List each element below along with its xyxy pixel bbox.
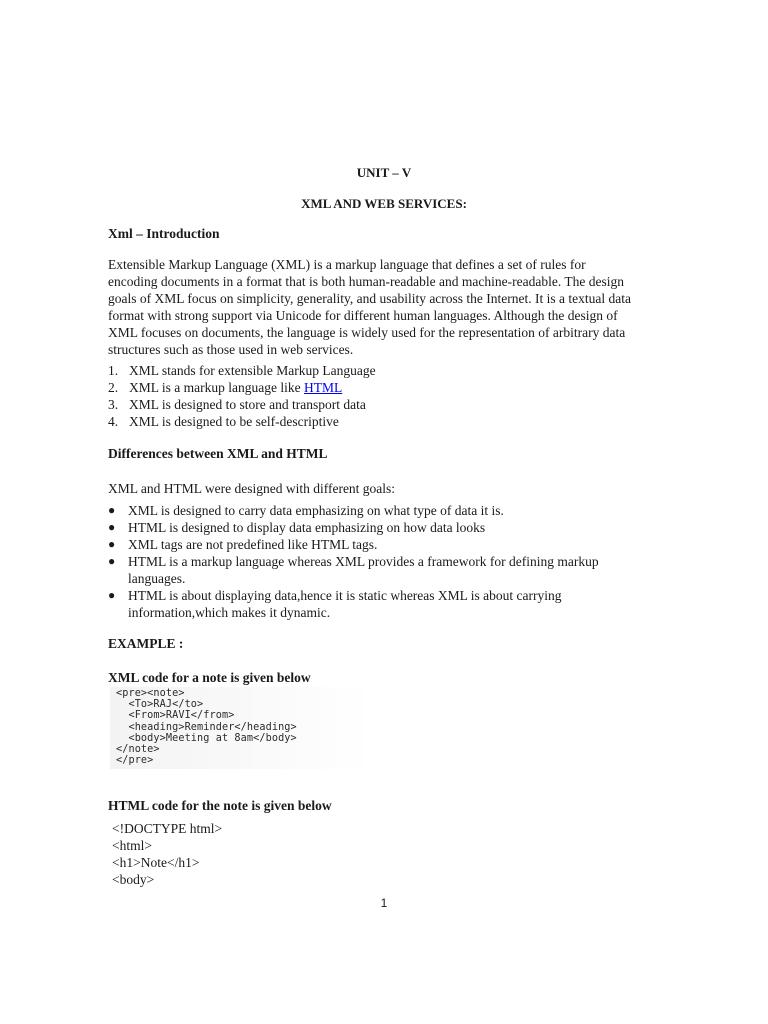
bullet-text: XML is designed to carry data emphasizing on what type of data it is. <box>128 503 504 518</box>
bullet-item <box>108 553 608 587</box>
list-number: 3. <box>108 397 119 412</box>
list-number: 1. <box>108 363 119 378</box>
code-line: <To>RAJ</to> <box>116 699 204 711</box>
code-line: <body> <box>112 872 155 887</box>
code-line: <html> <box>112 838 152 853</box>
bullet-item <box>108 536 608 553</box>
bullet-item <box>108 502 608 519</box>
list-text: XML is designed to store and transport data <box>129 397 366 412</box>
list-text <box>129 379 342 396</box>
code-line: <!DOCTYPE html> <box>112 821 223 836</box>
page-number: 1 <box>380 896 388 910</box>
bullet-icon: ● <box>108 588 116 602</box>
list-number: 2. <box>108 380 119 395</box>
bullet-text: XML tags are not predefined like HTML tags. <box>128 537 378 552</box>
intro-paragraph <box>108 256 668 358</box>
bullet-icon: ● <box>108 520 116 534</box>
list-item <box>108 413 376 430</box>
code-line: </pre> <box>116 755 154 767</box>
html-code-caption: HTML code for the note is given below <box>108 798 332 813</box>
bullet-text: languages. <box>128 571 186 586</box>
xml-code-block <box>116 688 297 766</box>
intro-line: XML focuses on documents, the language is widely used for the representation of arbitrary data <box>108 325 626 340</box>
bullet-icon: ● <box>108 503 116 517</box>
bullet-text: information,which makes it dynamic. <box>128 605 331 620</box>
code-line: <h1>Note</h1> <box>112 855 200 870</box>
code-line: <From>RAVI</from> <box>116 710 235 722</box>
bullet-icon: ● <box>108 554 116 568</box>
bullet-icon: ● <box>108 537 116 551</box>
list-item <box>108 362 376 379</box>
list-item <box>108 396 376 413</box>
intro-line: format with strong support via Unicode for different human languages. Although the design of <box>108 308 618 323</box>
bullet-text: HTML is a markup language whereas XML provides a framework for defining markup <box>128 554 599 569</box>
bullet-item <box>108 519 608 536</box>
bullet-item <box>108 587 608 621</box>
list-text-prefix: XML is a markup language like <box>129 380 304 395</box>
list-item <box>108 379 376 396</box>
html-code-block <box>112 820 222 888</box>
code-line: <body>Meeting at 8am</body> <box>116 732 297 744</box>
bullet-text: HTML is designed to display data emphasizing on how data looks <box>128 520 486 535</box>
code-line: <pre><note> <box>116 688 185 699</box>
differences-heading: Differences between XML and HTML <box>108 446 328 461</box>
list-number: 4. <box>108 414 119 429</box>
bullet-text: HTML is about displaying data,hence it is static whereas XML is about carrying <box>128 588 562 603</box>
differences-bullet-list <box>108 502 608 621</box>
code-line: <heading>Reminder</heading> <box>116 721 297 733</box>
differences-intro: XML and HTML were designed with different goals: <box>108 481 396 496</box>
xml-code-screenshot <box>110 687 372 769</box>
intro-heading: Xml – Introduction <box>108 226 220 241</box>
list-text: XML is designed to be self-descriptive <box>129 414 339 429</box>
html-link[interactable]: HTML <box>303 380 343 395</box>
section-title: XML AND WEB SERVICES: <box>301 196 467 211</box>
code-line: </note> <box>116 744 160 756</box>
intro-line: Extensible Markup Language (XML) is a markup language that defines a set of rules for <box>108 257 586 272</box>
unit-title: UNIT – V <box>356 165 412 180</box>
list-text: XML stands for extensible Markup Language <box>129 363 376 378</box>
intro-line: goals of XML focus on simplicity, generality, and usability across the Internet. It is a textual data <box>108 291 631 306</box>
intro-numbered-list <box>108 362 376 430</box>
xml-code-caption: XML code for a note is given below <box>108 670 311 685</box>
intro-line: structures such as those used in web services. <box>108 342 354 357</box>
example-heading: EXAMPLE : <box>108 636 184 651</box>
intro-line: encoding documents in a format that is both human-readable and machine-readable. The design <box>108 274 624 289</box>
